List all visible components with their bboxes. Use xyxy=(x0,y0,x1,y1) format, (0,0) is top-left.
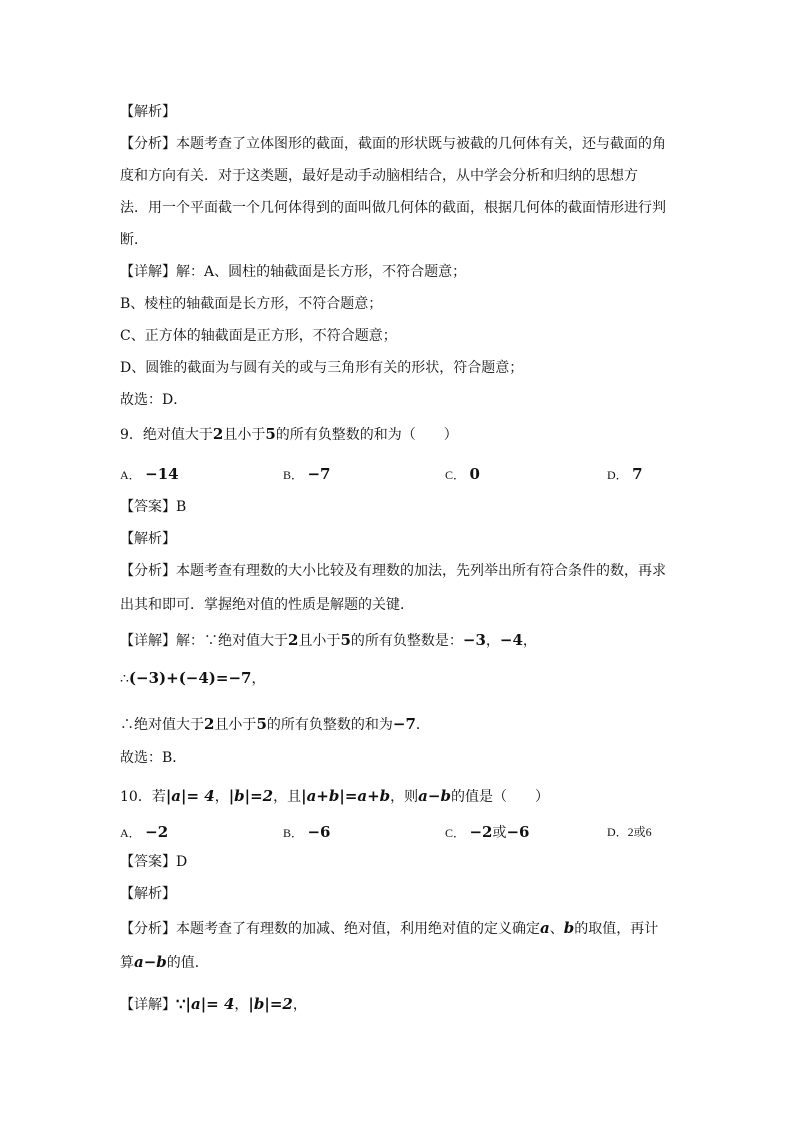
question-9-option-d: D． 7 xyxy=(607,465,643,483)
analysis-text: 【分析】本题考查了有理数的加减、绝对值，利用绝对值的定义确定a、b的取值，再计 xyxy=(120,919,659,937)
question-9-answer: 【答案】B xyxy=(120,499,187,515)
question-9-option-c: C． 0 xyxy=(445,465,480,483)
detail-conclusion: ∴绝对值大于2且小于5的所有负整数的和为−7． xyxy=(120,715,430,733)
question-10-option-c: C． −2或−6 xyxy=(445,823,530,841)
question-10-option-b: B． −6 xyxy=(283,823,331,841)
analysis-text: 法．用一个平面截一个几何体得到的面叫做几何体的截面，根据几何体的截面情形进行判 xyxy=(120,200,666,216)
detail-text: 【详解】解：∵绝对值大于2且小于5的所有负整数是：−3，−4， xyxy=(120,631,537,649)
choice-conclusion: 故选：D． xyxy=(120,392,188,408)
choice-conclusion: 故选：B． xyxy=(120,750,187,766)
detail-text: B、棱柱的轴截面是长方形，不符合题意； xyxy=(120,296,383,312)
question-10-stem: 10．若|a|= 4，|b|=2，且|a+b|=a+b，则a−b的值是（ ） xyxy=(120,787,549,805)
analysis-text: 【分析】本题考查了立体图形的截面，截面的形状既与被截的几何体有关，还与截面的角 xyxy=(120,136,666,152)
analysis-text: 【分析】本题考查有理数的大小比较及有理数的加法，先列举出所有符合条件的数，再求 xyxy=(120,563,666,579)
analysis-text: 出其和即可．掌握绝对值的性质是解题的关键． xyxy=(120,597,414,613)
analysis-heading: 【解析】 xyxy=(120,886,176,902)
analysis-heading: 【解析】 xyxy=(120,531,176,547)
detail-text: D、圆锥的截面为与圆有关的或与三角形有关的形状，符合题意； xyxy=(120,360,524,376)
analysis-text: 断． xyxy=(120,232,148,248)
detail-text: C、正方体的轴截面是正方形，不符合题意； xyxy=(120,328,397,344)
question-9-option-b: B． −7 xyxy=(283,465,331,483)
question-10-answer: 【答案】D xyxy=(120,854,188,870)
analysis-heading: 【解析】 xyxy=(120,104,176,120)
question-9-option-a: A． −14 xyxy=(120,465,179,483)
question-9-stem: 9．绝对值大于2且小于5的所有负整数的和为（ ） xyxy=(120,425,458,443)
analysis-text: 度和方向有关．对于这类题，最好是动手动脑相结合，从中学会分析和归纳的思想方 xyxy=(120,168,638,184)
detail-equation: ∴(−3)+(−4)=−7， xyxy=(120,669,266,687)
question-10-option-d: D．2或6 xyxy=(607,825,652,839)
detail-text: 【详解】解：A、圆柱的轴截面是长方形，不符合题意； xyxy=(120,264,467,280)
detail-text: 【详解】∵|a|= 4，|b|=2， xyxy=(120,995,307,1013)
analysis-text: 算a−b的值． xyxy=(120,953,209,971)
question-10-option-a: A． −2 xyxy=(120,823,169,841)
